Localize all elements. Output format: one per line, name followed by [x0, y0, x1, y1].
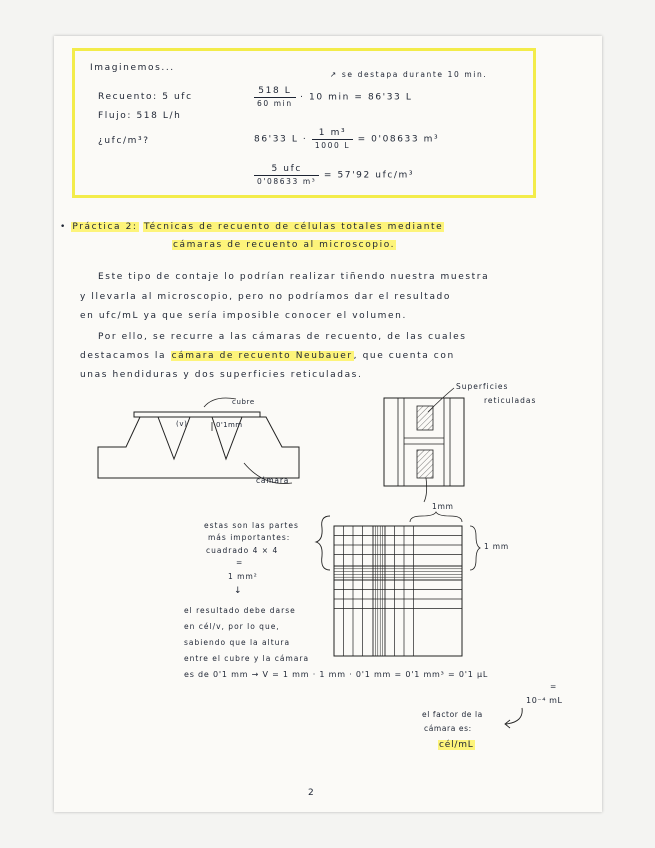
- grid-note-5: 1 mm²: [228, 572, 258, 581]
- bullet: •: [60, 222, 67, 232]
- paragraph-line-2: y llevarla al microscopio, pero no podríamos dar el resultado: [80, 292, 451, 302]
- eq1-denominator: 60 min: [257, 99, 293, 108]
- paragraph-line-3: en ufc/mL ya que sería imposible conocer el volumen.: [80, 311, 407, 321]
- factor-line-1: el factor de la: [422, 710, 483, 719]
- equation-2: [254, 128, 439, 150]
- eq3-numerator: 5 ufc: [254, 164, 319, 176]
- factor-line-2: cámara es:: [424, 724, 472, 733]
- note-text: ↗ se destapa durante 10 min.: [330, 70, 488, 79]
- label-cubre: cubre: [232, 398, 255, 406]
- result-line-1: el resultado debe darse: [184, 606, 296, 615]
- section-label: Práctica 2:: [72, 222, 138, 232]
- equation-1: [254, 86, 412, 108]
- grid-top-label: 1mm: [432, 502, 454, 511]
- flujo-text: Flujo: 518 L/h: [98, 111, 182, 121]
- cover-slip: [134, 412, 260, 417]
- down-arrow-icon: ↓: [234, 586, 244, 596]
- question-text: ¿ufc/m³?: [98, 136, 150, 146]
- eq3-result: = 57'92 ufc/m³: [323, 170, 415, 181]
- recuento-text: Recuento: 5 ufc: [98, 92, 193, 102]
- label-camara: cámara: [256, 476, 290, 485]
- box-title: Imaginemos...: [90, 63, 175, 73]
- label-depth: 0'1mm: [216, 421, 243, 429]
- chamber-top-diagram: [384, 394, 474, 494]
- eq1-result: · 10 min = 86'33 L: [300, 92, 413, 103]
- grid-note-2: más importantes:: [208, 533, 291, 542]
- factor-value: cél/mL: [439, 740, 474, 750]
- paragraph-line-5: destacamos la cámara de recuento Neubauer, que cuenta con: [80, 351, 455, 361]
- result-line-3: sabiendo que la altura: [184, 638, 291, 647]
- eq2-result: = 0'08633 m³: [357, 134, 440, 145]
- neubauer-grid: [332, 524, 464, 658]
- grid-side-brace: [468, 524, 482, 574]
- section-title-line-1: Técnicas de recuento de células totales mediante: [144, 222, 444, 232]
- label-superficies: Superficies: [456, 382, 509, 391]
- grid-note-3: cuadrado 4 × 4: [206, 546, 279, 555]
- section-title-line-2: cámaras de recuento al microscopio.: [173, 240, 396, 250]
- result-formula: es de 0'1 mm → V = 1 mm · 1 mm · 0'1 mm = 0'1 mm³ = 0'1 µL: [184, 670, 489, 679]
- neubauer-highlight: cámara de recuento Neubauer: [171, 351, 353, 361]
- paragraph-line-6: unas hendiduras y dos superficies reticuladas.: [80, 370, 363, 380]
- grid-note-4: =: [236, 558, 244, 567]
- eq2-numerator: 1 m³: [312, 128, 353, 140]
- section-heading: [60, 222, 444, 232]
- grid-note-1: estas son las partes: [204, 521, 299, 530]
- eq3-denominator: 0'08633 m³: [257, 177, 317, 186]
- equation-3: [254, 164, 414, 186]
- eq1-numerator: 518 L: [254, 86, 296, 98]
- label-volume: (v): [176, 420, 188, 428]
- chamber-body: [98, 417, 299, 478]
- result-line-2: en cél/v, por lo que,: [184, 622, 280, 631]
- result-eq-sign: =: [550, 682, 558, 691]
- curved-arrow-icon: [500, 704, 530, 734]
- arrow-icon: ↗: [330, 70, 338, 79]
- grid-top-brace: [408, 512, 468, 524]
- result-line-4: entre el cubre y la cámara: [184, 654, 310, 663]
- grid-side-label: 1 mm: [484, 542, 509, 551]
- reticulated-surface-bottom: [417, 450, 433, 478]
- paragraph-line-1: Este tipo de contaje lo podrían realizar tiñendo nuestra muestra: [98, 272, 490, 282]
- label-reticuladas: reticuladas: [484, 396, 537, 405]
- paragraph-line-4: Por ello, se recurre a las cámaras de recuento, de las cuales: [98, 332, 467, 342]
- eq2-left: 86'33 L ·: [254, 134, 308, 145]
- notebook-page: [54, 36, 602, 812]
- result-ml-value: 10⁻⁴ mL: [526, 696, 563, 705]
- page-number: 2: [308, 788, 316, 798]
- eq2-denominator: 1000 L: [314, 141, 351, 150]
